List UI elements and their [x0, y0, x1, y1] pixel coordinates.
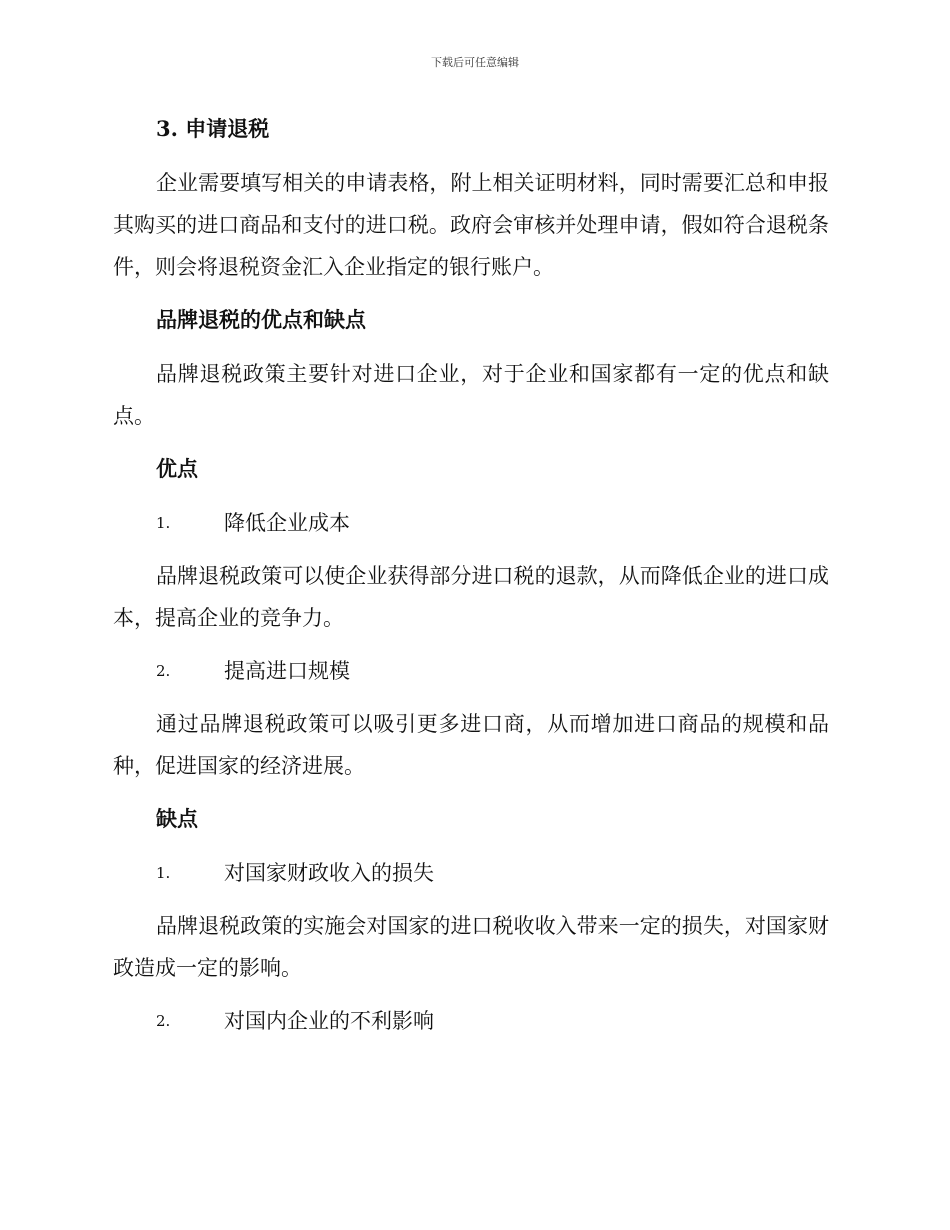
list-title: 对国家财政收入的损失	[224, 861, 434, 885]
list-number: 2.	[156, 662, 171, 680]
paragraph-pro-2: 通过品牌退税政策可以吸引更多进口商，从而增加进口商品的规模和品种，促进国家的经济进展。	[113, 712, 829, 778]
list-item-pro-2	[113, 650, 829, 692]
document-body	[113, 108, 829, 1053]
page-header: 下载后可任意编辑	[431, 56, 519, 69]
paragraph-con-1: 品牌退税政策的实施会对国家的进口税收收入带来一定的损失，对国家财政造成一定的影响。	[113, 914, 829, 980]
paragraph-pro-1: 品牌退税政策可以使企业获得部分进口税的退款，从而降低企业的进口成本，提高企业的竞争力。	[113, 564, 829, 630]
heading-pros: 优点	[156, 456, 198, 481]
list-number: 1.	[156, 514, 171, 532]
list-title: 对国内企业的不利影响	[224, 1009, 434, 1033]
list-item-con-1	[113, 852, 829, 894]
list-number: 1.	[156, 864, 171, 882]
paragraph-pros-cons: 品牌退税政策主要针对进口企业，对于企业和国家都有一定的优点和缺点。	[113, 362, 829, 428]
paragraph-apply-refund: 企业需要填写相关的申请表格，附上相关证明材料，同时需要汇总和申报其购买的进口商品和支付的进口税。政府会审核并处理申请，假如符合退税条件，则会将退税资金汇入企业指定的银行账户。	[113, 171, 829, 279]
list-item-con-2	[113, 1000, 829, 1042]
heading-cons: 缺点	[156, 806, 198, 831]
list-title: 降低企业成本	[224, 511, 350, 535]
list-item-pro-1	[113, 502, 829, 544]
heading-apply-refund: 3. 申请退税	[156, 116, 270, 141]
heading-pros-cons: 品牌退税的优点和缺点	[156, 307, 366, 332]
list-title: 提高进口规模	[224, 659, 350, 683]
list-number: 2.	[156, 1012, 171, 1030]
